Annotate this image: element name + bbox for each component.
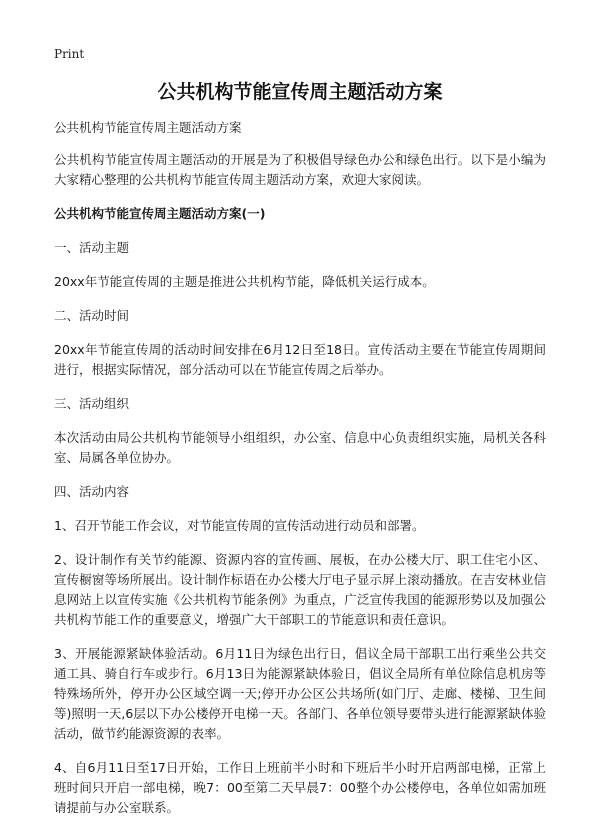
intro-paragraph: 公共机构节能宣传周主题活动的开展是为了积极倡导绿色办公和绿色出行。以下是小编为大家精心整理的公共机构节能宣传周主题活动方案，欢迎大家阅读。 <box>54 152 546 187</box>
heading-activity-content: 四、活动内容 <box>54 484 130 499</box>
heading-activity-time: 二、活动时间 <box>54 308 130 323</box>
paragraph-activity-time: 20xx年节能宣传周的活动时间安排在6月12日至18日。宣传活动主要在节能宣传周期间进行，根据实际情况，部分活动可以在节能宣传周之后举办。 <box>54 342 546 377</box>
page-title: 公共机构节能宣传周主题活动方案 <box>157 81 443 103</box>
document-body <box>54 118 546 818</box>
heading-activity-organization: 三、活动组织 <box>54 396 130 411</box>
list-item-1: 1、召开节能工作会议，对节能宣传周的宣传活动进行动员和部署。 <box>54 518 425 533</box>
paragraph-activity-organization: 本次活动由局公共机构节能领导小组组织，办公室、信息中心负责组织实施，局机关各科室、局属各单位协办。 <box>54 430 546 465</box>
document-subtitle: 公共机构节能宣传周主题活动方案 <box>54 120 242 135</box>
paragraph-activity-theme: 20xx年节能宣传周的主题是推进公共机构节能，降低机关运行成本。 <box>54 274 435 289</box>
heading-activity-theme: 一、活动主题 <box>54 240 130 255</box>
list-item-4: 4、自6月11日至17日开始，工作日上班前半小时和下班后半小时开启两部电梯，正常上班时间只开启一部电梯，晚7：00至第二天早晨7：00整个办公楼停电，各单位如需加班请提前与办公室联系。 <box>54 760 546 815</box>
list-item-3: 3、开展能源紧缺体验活动。6月11日为绿色出行日，倡议全局干部职工出行乘坐公共交通工具、骑自行车或步行。6月13日为能源紧缺体验日，倡议全局所有单位除信息机房等特殊场所外，停开办公区域空调一天;停开办公区公共场所(如门厅、走廊、楼梯、卫生间等)照明一天,6层以下办公楼停开电梯一天。各部门、各单位领导要带头进行能源紧缺体验活动，做节约能源资源的表率。 <box>54 646 546 741</box>
section-heading: 公共机构节能宣传周主题活动方案(一) <box>54 206 266 221</box>
list-item-2: 2、设计制作有关节约能源、资源内容的宣传画、展板，在办公楼大厅、职工住宅小区、宣传橱窗等场所展出。设计制作标语在办公楼大厅电子显示屏上滚动播放。在吉安林业信息网站上以宣传实施《公共机构节能条例》为重点，广泛宣传我国的能源形势以及加强公共机构节能工作的重要意义，增强广大干部职工的节能意识和责任意识。 <box>54 552 546 627</box>
print-link[interactable]: Print <box>54 47 85 61</box>
